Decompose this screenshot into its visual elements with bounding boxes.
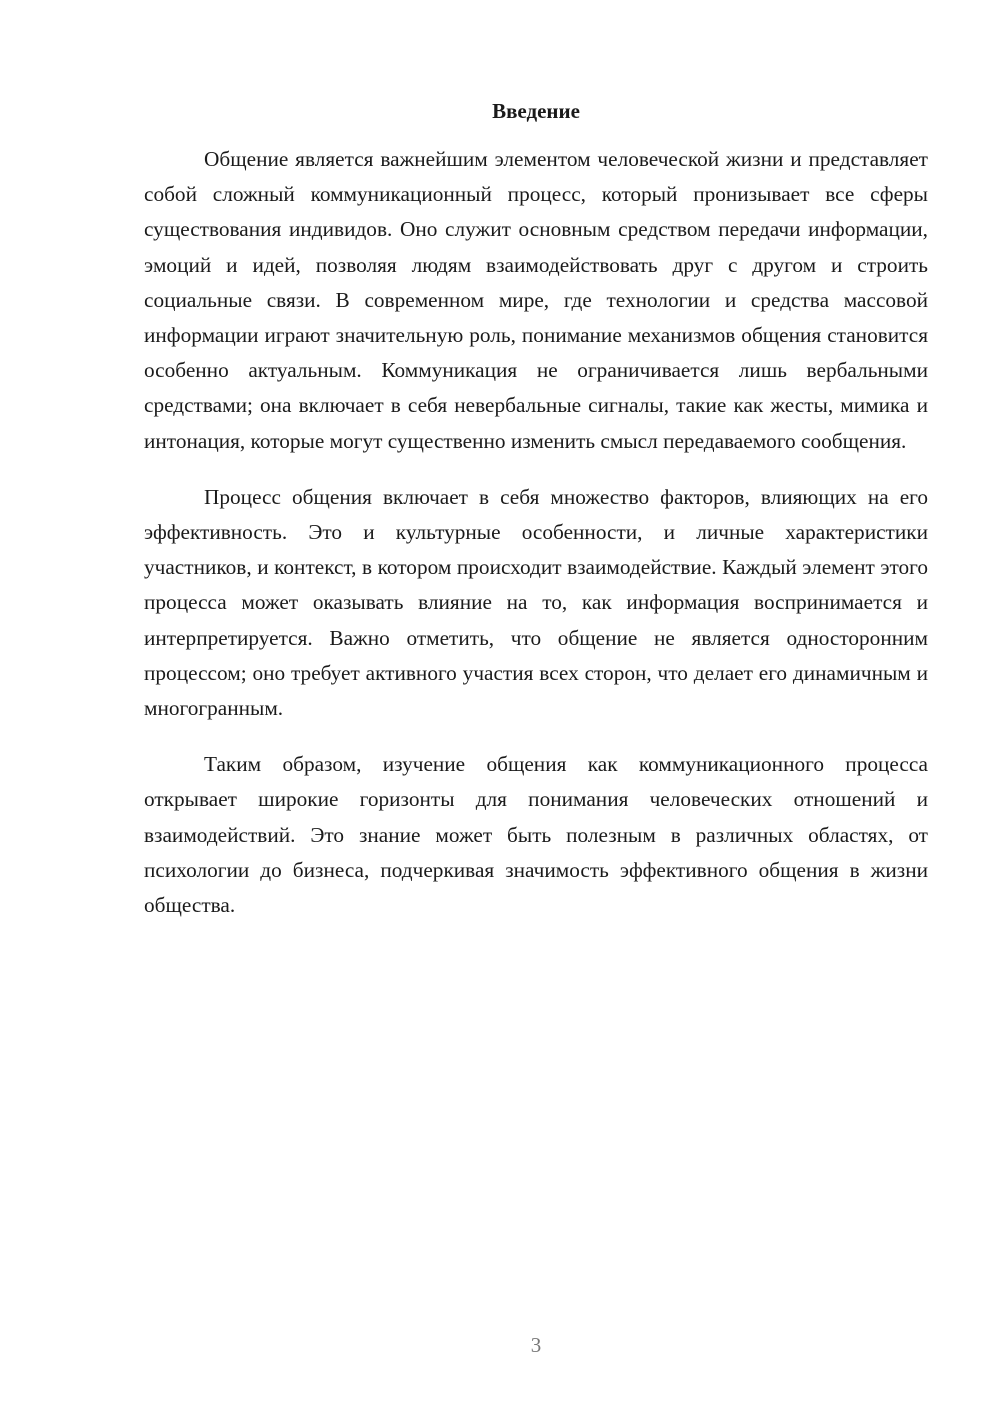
paragraph-1: Общение является важнейшим элементом человеческой жизни и представляет собой сложный коммуникационный процесс, который пронизывает все сферы существования индивидов. Оно служит основным средством передачи информации, эмоций и идей, позволяя людям взаимодействовать друг с другом и строить социальные связи. В современном мире, где технологии и средства массовой информации играют значительную роль, понимание механизмов общения становится особенно актуальным. Коммуникация не ограничивается лишь вербальными средствами; она включает в себя невербальные сигналы, такие как жесты, мимика и интонация, которые могут существенно изменить смысл передаваемого сообщения. xyxy=(144,147,928,453)
section-heading: Введение xyxy=(492,99,580,123)
paragraph-2: Процесс общения включает в себя множество факторов, влияющих на его эффективность. Это и культурные особенности, и личные характеристики участников, и контекст, в котором происходит взаимодействие. Каждый элемент этого процесса может оказывать влияние на то, как информация воспринимается и интерпретируется. Важно отметить, что общение не является односторонним процессом; оно требует активного участия всех сторон, что делает его динамичным и многогранным. xyxy=(144,484,928,721)
page-number: 3 xyxy=(530,1333,542,1357)
body-text xyxy=(144,142,928,923)
paragraph-3: Таким образом, изучение общения как коммуникационного процесса открывает широкие горизонты для понимания человеческих отношений и взаимодействий. Это знание может быть полезным в различных областях, от психологии до бизнеса, подчеркивая значимость эффективного общения в жизни общества. xyxy=(144,752,928,918)
